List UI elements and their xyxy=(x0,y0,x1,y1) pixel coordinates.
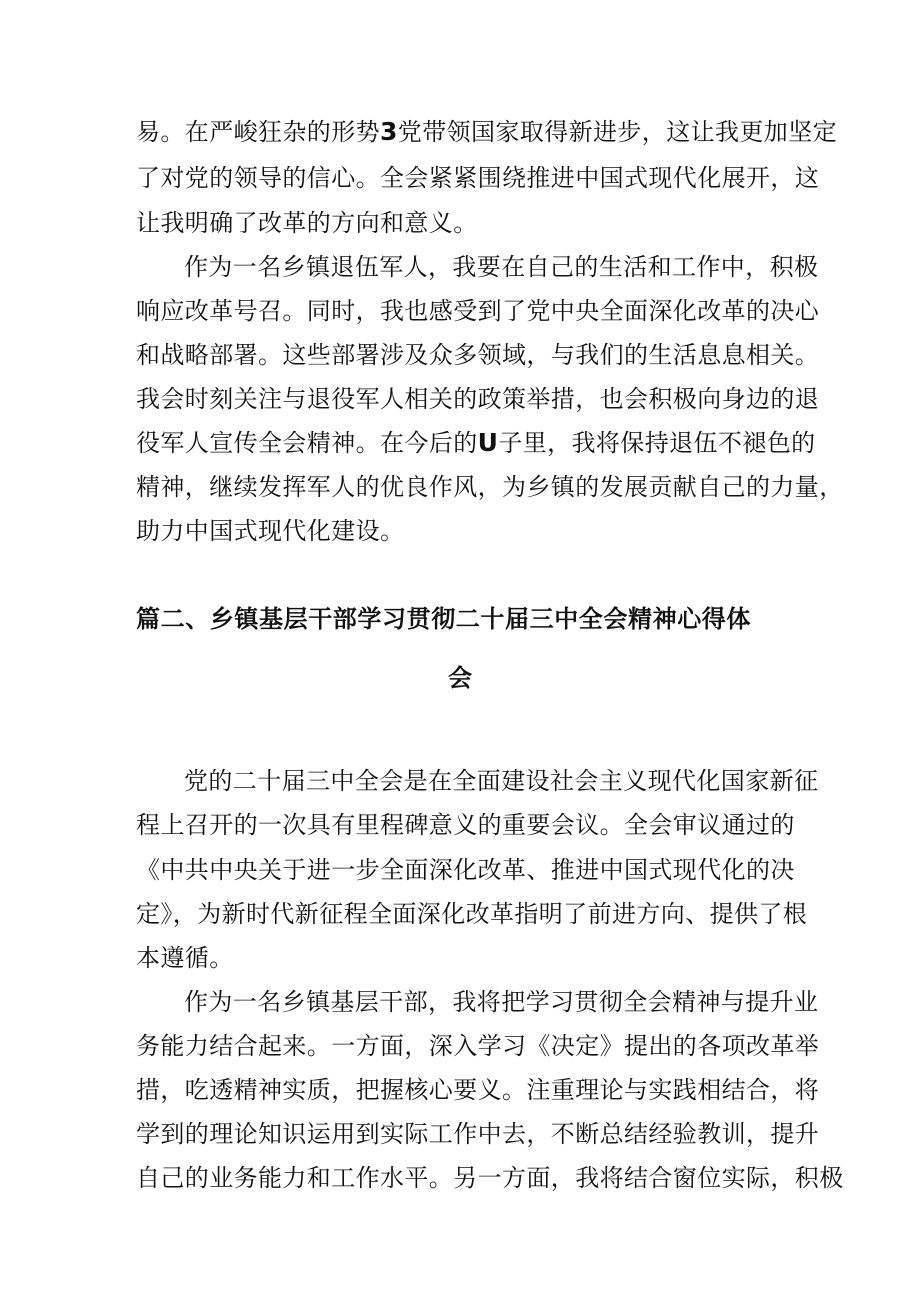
text-line: 措，吃透精神实质，把握核心要义。注重理论与实践相结合，将 xyxy=(136,1076,820,1104)
text-line: 本遵循。 xyxy=(136,944,234,972)
section-heading: 篇二、乡镇基层干部学习贯彻二十届三中全会精神心得体 xyxy=(136,605,751,633)
text-line: 让我明确了改革的方向和意义。 xyxy=(136,209,478,237)
text-line: 了对党的领导的信心。全会紧紧围绕推进中国式现代化展开，这 xyxy=(136,164,820,192)
text-line: 助力中国式现代化建设。 xyxy=(136,517,405,545)
text-line: 学到的理论知识运用到实际工作中去，不断总结经验教训，提升 xyxy=(136,1120,820,1148)
text-line: 作为一名乡镇基层干部，我将把学习贯彻全会精神与提升业 xyxy=(184,988,819,1016)
text-line: 作为一名乡镇退伍军人，我要在自己的生活和工作中，积极 xyxy=(184,253,819,281)
text-line: 我会时刻关注与退役军人相关的政策举措，也会积极向身边的退 xyxy=(136,385,820,413)
text-line: 易。在严峻狂杂的形势3党带领国家取得新进步，这让我更加坚定 xyxy=(136,117,837,146)
section-heading-continuation: 会 xyxy=(448,664,472,692)
text-line: 党的二十届三中全会是在全面建设社会主义现代化国家新征 xyxy=(184,767,819,795)
text-line: 程上召开的一次具有里程碑意义的重要会议。全会审议通过的 xyxy=(136,811,795,839)
ocr-artifact-glyph: 3 xyxy=(380,117,398,146)
text-line: 自己的业务能力和工作水平。另一方面，我将结合窗位实际，积极 xyxy=(136,1164,844,1192)
text-line: 《中共中央关于进一步全面深化改革、推进中国式现代化的决 xyxy=(136,856,795,884)
text-line: 役军人宣传全会精神。在今后的U子里，我将保持退伍不褪色的 xyxy=(136,428,816,457)
text-line: 精神，继续发挥军人的优良作风，为乡镇的发展贡献自己的力量， xyxy=(136,473,844,501)
text-line: 和战略部署。这些部署涉及众多领域，与我们的生活息息相关。 xyxy=(136,341,820,369)
text-line: 定》，为新时代新征程全面深化改革指明了前进方向、提供了根 xyxy=(136,900,808,928)
text-line: 响应改革号召。同时，我也感受到了党中央全面深化改革的决心 xyxy=(136,297,820,325)
text-line: 务能力结合起来。一方面，深入学习《决定》提出的各项改革举 xyxy=(136,1032,820,1060)
ocr-artifact-glyph: U xyxy=(477,428,499,457)
